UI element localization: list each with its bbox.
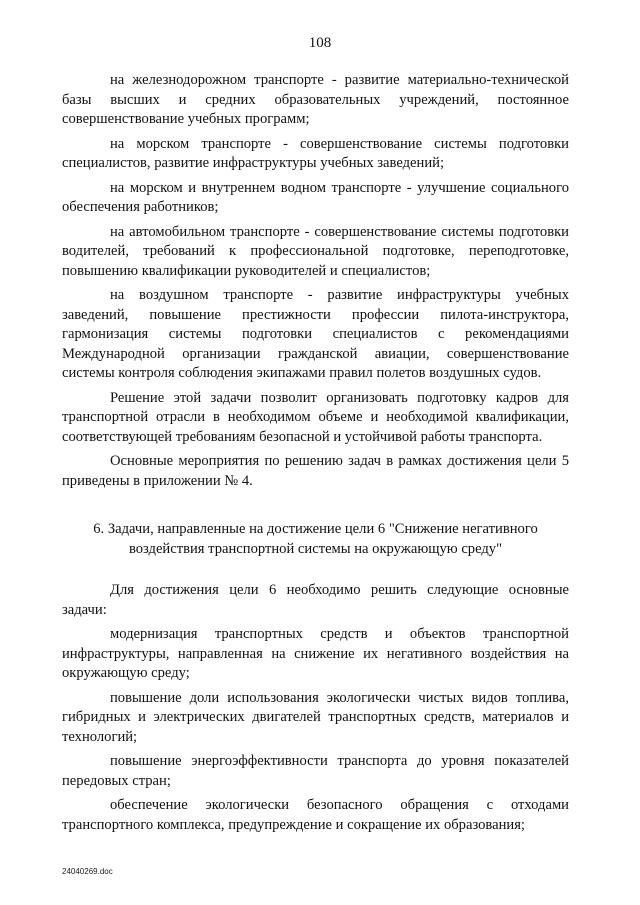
paragraph-goal-intro: Для достижения цели 6 необходимо решить следующие основные задачи: <box>62 582 569 618</box>
paragraph-railway: на железнодорожном транспорте - развитие материально-технической базы высших и средних образовательных учреждений, постоянное совершенствование учебных программ; <box>62 72 569 127</box>
paragraph-automobile: на автомобильном транспорте - совершенствование системы подготовки водителей, требований к профессиональной подготовке, переподготовке, повышению квалификации руководителей и специалистов; <box>62 223 569 279</box>
paragraph-modernization: модернизация транспортных средств и объектов транспортной инфраструктуры, направленная на снижение их негативного воздействия на окружающую среду; <box>62 626 569 681</box>
paragraph-maritime: на морском транспорте - совершенствование системы подготовки специалистов, развитие инфраструктуры учебных заведений; <box>62 135 569 171</box>
paragraph-air: на воздушном транспорте - развитие инфраструктуры учебных заведений, повышение престижности профессии пилота-инструктора, гармонизация системы подготовки специалистов с рекомендациями Международной организации гражданской авиации, совершенствование системы контроля соблюдения экипажами правил полетов воздушных судов. <box>62 287 569 381</box>
paragraph-energy-efficiency: повышение энергоэффективности транспорта до уровня показателей передовых стран; <box>62 753 569 789</box>
section-heading: 6. Задачи, направленные на достижение цели 6 "Снижение негативного воздействия транспортной системы на окружающую среду" <box>93 521 538 557</box>
paragraph-measures: Основные мероприятия по решению задач в рамках достижения цели 5 приведены в приложении № 4. <box>62 453 569 489</box>
page-number: 108 <box>308 35 332 51</box>
paragraph-maritime-inland: на морском и внутреннем водном транспорте - улучшение социального обеспечения работников; <box>62 179 569 215</box>
paragraph-waste: обеспечение экологически безопасного обращения с отходами транспортного комплекса, предупреждение и сокращение их образования; <box>62 797 569 833</box>
paragraph-solution: Решение этой задачи позволит организовать подготовку кадров для транспортной отрасли в необходимом объеме и необходимой квалификации, соответствующей требованиям безопасной и устойчивой работы транспорта. <box>62 389 569 445</box>
footer-file-code: 24040269.doc <box>62 867 113 876</box>
paragraph-clean-fuel: повышение доли использования экологически чистых видов топлива, гибридных и электрических двигателей транспортных средств, материалов и технологий; <box>62 689 569 745</box>
document-body <box>62 71 569 835</box>
heading-spacer <box>62 559 569 581</box>
